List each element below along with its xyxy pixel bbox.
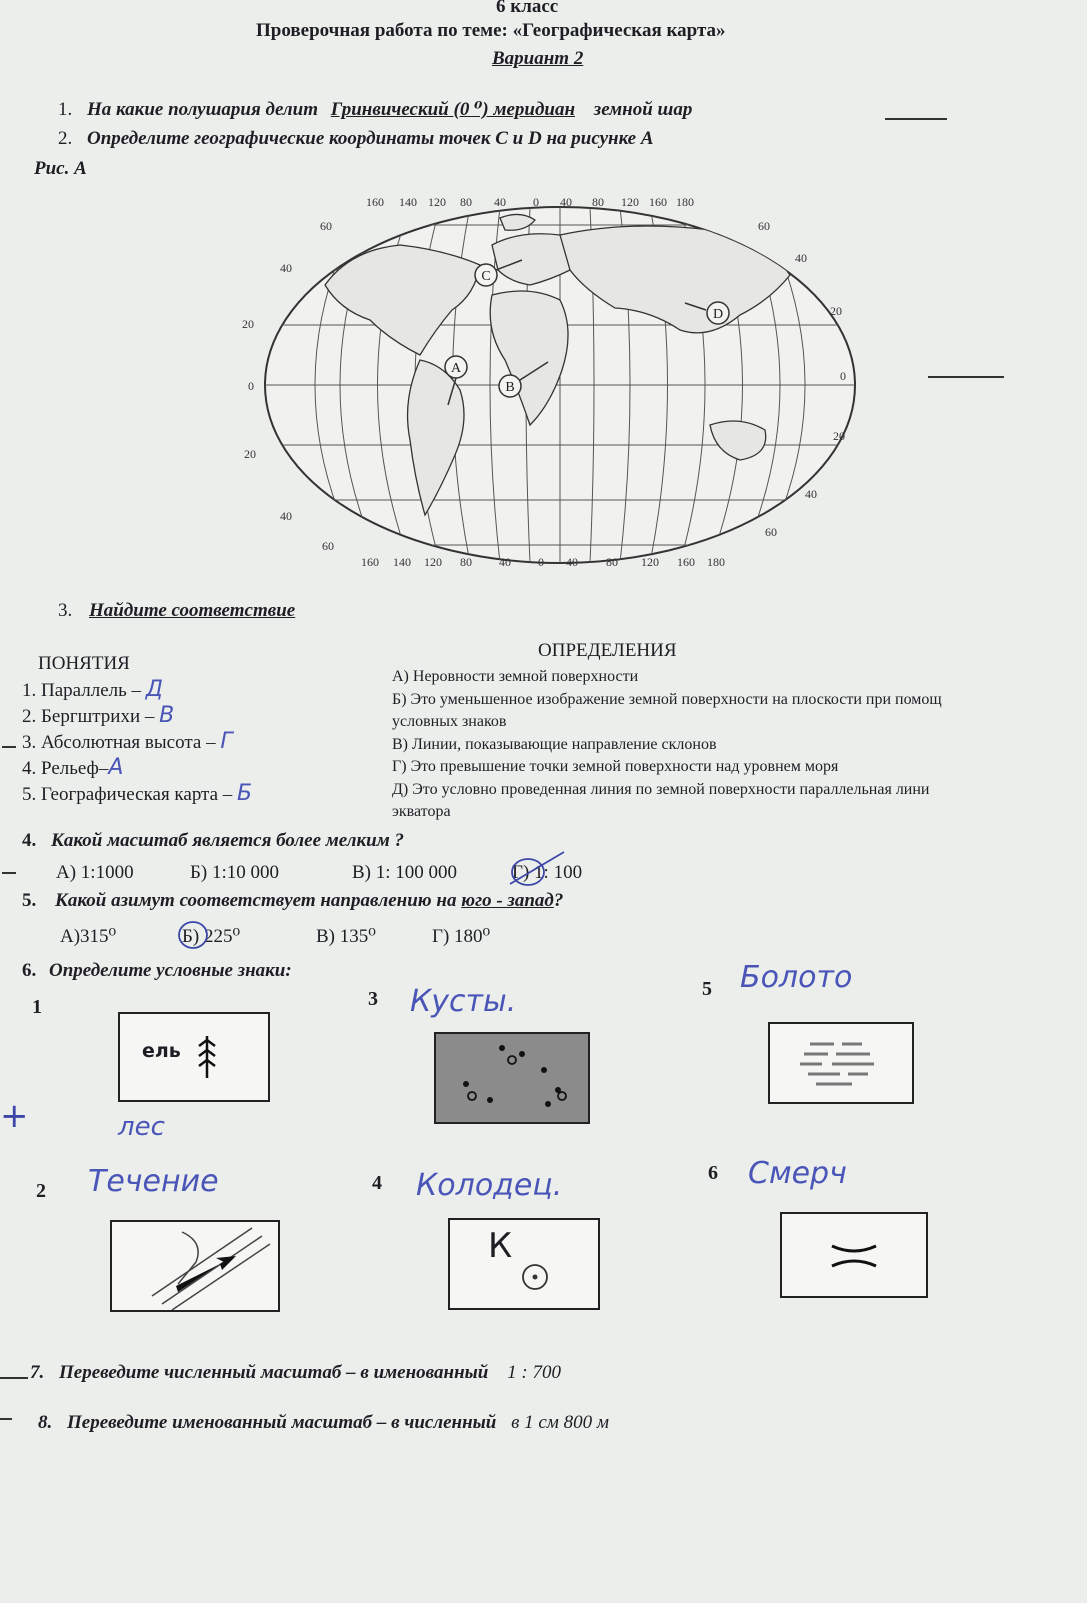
definition-item: экватора [392,803,451,820]
left-tick: 20 [242,317,254,331]
symbol-4-answer: Колодец. [416,1168,563,1203]
question-8 [38,1412,609,1434]
option-v: В) 1: 100 000 [352,862,458,883]
concept-text: 3. Абсолютная высота – [22,732,216,753]
symbol-2-number: 2 [36,1180,46,1202]
well-icon [520,1262,550,1292]
tornado-icon [782,1214,926,1296]
question-5-num: 5. [22,890,37,911]
right-tick: 40 [795,251,807,265]
current-arrow-icon [112,1222,278,1310]
option-b: Б) 225⁰ [182,926,241,947]
margin-dash [2,872,16,874]
option-a: А)315⁰ [60,926,117,947]
concept-text: 4. Рельеф– [22,758,109,779]
question-5-direction: юго - запад [461,890,554,911]
swamp-icon [770,1024,912,1102]
map-bottom-scale [361,555,725,569]
question-5 [22,890,563,912]
concept-item [22,755,252,781]
handwritten-answer: В [159,703,175,728]
right-tick: 20 [833,429,845,443]
symbol-1-answer: лес [118,1112,165,1142]
bottom-tick: 0 [538,555,544,569]
bottom-tick: 160 [677,555,695,569]
margin-dash [0,1377,28,1379]
concept-item [22,677,252,703]
symbol-6-number: 6 [708,1162,718,1184]
bottom-tick: 80 [606,555,618,569]
definition-item: Д) Это условно проведенная линия по земной поверхности параллельная лини [392,780,930,798]
bottom-tick: 40 [499,555,511,569]
handwritten-answer: Г [220,729,233,754]
question-2-num: 2. [58,128,73,149]
map-top-scale [366,195,694,209]
concepts-header: ПОНЯТИЯ [38,653,130,674]
top-tick: 180 [676,195,694,209]
symbol-1-inner-text: ель [142,1040,181,1062]
margin-plus-mark: + [0,1096,29,1136]
right-tick: 20 [830,304,842,318]
question-3 [58,600,295,622]
conifer-tree-icon [196,1034,218,1080]
answer-line-2 [928,376,1004,378]
definition-item: В) Линии, показывающие направление склонов [392,735,717,753]
question-6-num: 6. [22,960,37,981]
top-tick: 160 [366,195,384,209]
question-8-num: 8. [38,1412,53,1433]
question-3-num: 3. [58,600,73,621]
concept-text: 1. Параллель – [22,680,142,701]
symbol-6-answer: Смерч [748,1156,847,1191]
concepts-list [22,677,252,807]
bottom-tick: 160 [361,555,379,569]
bottom-tick: 120 [424,555,442,569]
right-tick: 0 [840,369,846,383]
option-a: А) 1:1000 [56,862,134,883]
top-tick: 0 [533,195,539,209]
handwritten-mark-q5 [176,918,210,952]
question-1-meridian: Гринвический (0 ⁰) меридиан [330,99,576,120]
symbol-1-box [118,1012,270,1102]
page-title: Проверочная работа по теме: «Географическая карта» [256,20,726,41]
left-tick: 60 [320,219,332,233]
definitions-header: ОПРЕДЕЛЕНИЯ [538,640,677,661]
question-4-num: 4. [22,830,37,851]
handwritten-mark-q4 [502,848,572,888]
margin-dash [0,1418,12,1420]
point-c-label: C [481,269,491,284]
answer-line-1 [885,118,947,120]
point-a-label: A [450,361,462,376]
concept-item [22,729,252,755]
symbol-5-box [768,1022,914,1104]
question-6-text: Определите условные знаки: [49,960,292,981]
shrubs-icon [436,1034,588,1122]
question-1-text-b: земной шар [593,99,693,120]
definition-item: Г) Это превышение точки земной поверхности над уровнем моря [392,758,839,775]
top-tick: 40 [560,195,572,209]
point-d-label: D [712,307,724,322]
symbol-4-box [448,1218,600,1310]
concept-item [22,781,252,807]
left-tick: 40 [280,261,292,275]
question-5-text-a: Какой азимут соответствует направлению на [55,890,457,911]
top-tick: 80 [460,195,472,209]
handwritten-answer: А [108,755,124,780]
figure-label: Рис. А [34,158,87,179]
option-g: Г) 1: 100 [512,862,583,883]
concept-text: 2. Бергштрихи – [22,706,155,727]
bottom-tick: 180 [707,555,725,569]
definitions-list [392,666,942,824]
top-tick: 120 [428,195,446,209]
right-tick: 40 [805,487,817,501]
bottom-tick: 80 [460,555,472,569]
question-4-text: Какой масштаб является более мелким ? [51,830,404,851]
top-tick: 40 [494,195,506,209]
grade-label: 6 класс [496,0,559,17]
top-tick: 160 [649,195,667,209]
bottom-tick: 120 [641,555,659,569]
left-tick: 20 [244,447,256,461]
option-g: Г) 180⁰ [432,926,491,947]
concept-text: 5. Географическая карта – [22,784,233,805]
point-b-label: B [505,380,515,395]
symbol-5-answer: Болото [740,960,853,995]
symbol-2-answer: Течение [88,1164,219,1199]
symbol-3-answer: Кусты. [410,984,517,1019]
concept-item [22,703,252,729]
question-7-value: 1 : 700 [507,1362,561,1383]
handwritten-answer: Д [145,677,163,702]
right-tick: 60 [758,219,770,233]
variant-label: Вариант 2 [492,48,584,69]
question-7-num: 7. [30,1362,45,1383]
option-b: Б) 1:10 000 [190,862,280,883]
question-4 [22,830,404,852]
top-tick: 80 [592,195,604,209]
left-tick: 0 [248,379,254,393]
bottom-tick: 40 [566,555,578,569]
symbol-4-inner-text: К [488,1226,513,1266]
handwritten-answer: Б [237,781,253,806]
question-7 [30,1362,561,1384]
left-tick: 60 [322,539,334,553]
symbol-5-number: 5 [702,978,712,1000]
symbol-1-number: 1 [32,996,42,1018]
symbol-3-number: 3 [368,988,378,1010]
question-3-title: Найдите соответствие [89,600,296,621]
question-2-text: Определите географические координаты точек C и D на рисунке A [87,128,654,149]
right-tick: 60 [765,525,777,539]
symbol-4-number: 4 [372,1172,382,1194]
question-1-text-a: На какие полушария делит [87,99,319,120]
question-8-value: в 1 см 800 м [511,1412,610,1433]
option-v: В) 135⁰ [316,926,376,947]
symbol-2-box [110,1220,280,1312]
question-5-text-b: ? [553,890,564,911]
definition-item: условных знаков [392,713,507,730]
symbol-6-box [780,1212,928,1298]
question-6 [22,960,292,982]
bottom-tick: 140 [393,555,411,569]
left-tick: 40 [280,509,292,523]
definition-item: А) Неровности земной поверхности [392,668,639,685]
question-1-num: 1. [58,99,73,120]
question-1 [58,98,692,121]
question-2 [58,128,654,150]
top-tick: 120 [621,195,639,209]
symbol-3-box [434,1032,590,1124]
top-tick: 140 [399,195,417,209]
world-map [230,190,890,580]
definition-item: Б) Это уменьшенное изображение земной поверхности на плоскости при помощ [392,690,942,708]
question-8-text: Переведите именованный масштаб – в численный [67,1412,497,1433]
margin-dash [2,746,16,748]
question-7-text: Переведите численный масштаб – в именованный [59,1362,489,1383]
